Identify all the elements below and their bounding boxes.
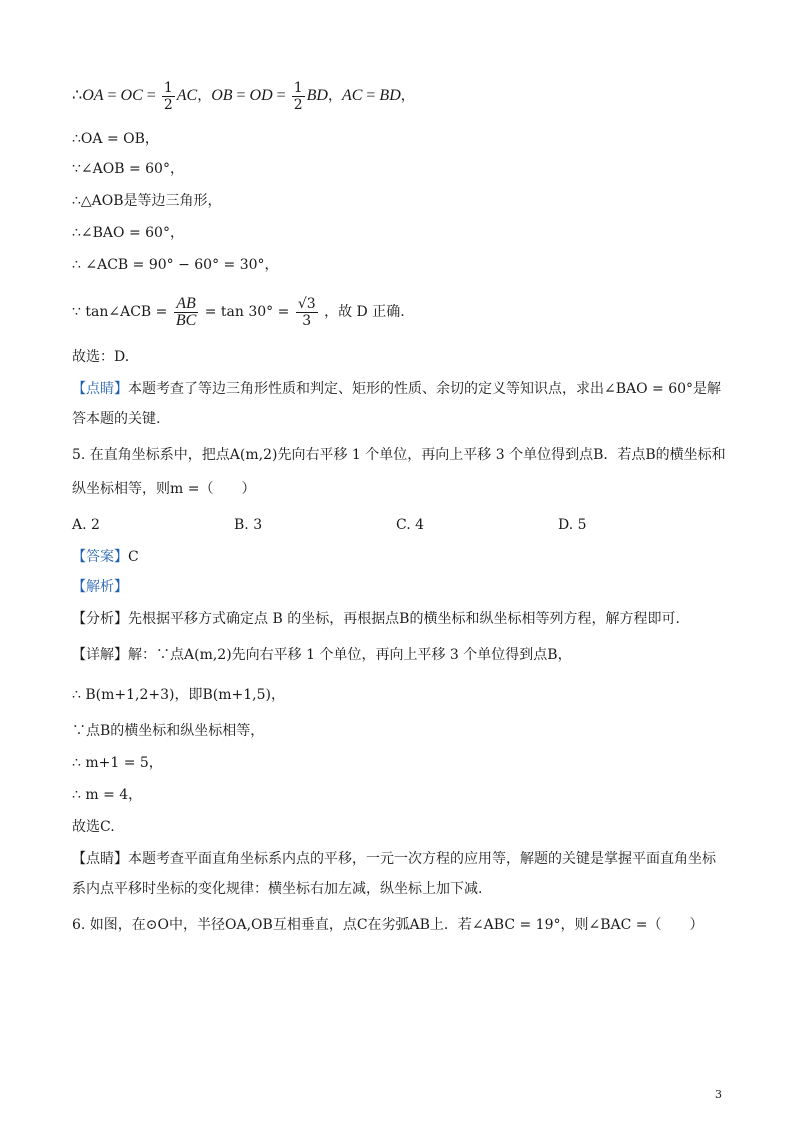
dianjing2-line-2: 系内点平移时坐标的变化规律：横坐标右加左减，纵坐标上加下减. [72, 881, 483, 897]
proof-line-7: ∵ tan∠ACB = $\frac{AB}{BC}$ = tan 30° = $\frac{√3}{3}$ ，故 D 正确. [72, 294, 405, 329]
dianjing-line-2: 答本题的关键. [72, 411, 161, 427]
solution-step-2: ∵点B的横坐标和纵坐标相等， [72, 723, 265, 739]
dianjing2-line-1: 【点睛】本题考查平面直角坐标系内点的平移，一元一次方程的应用等，解题的关键是掌握平面直角坐标 [72, 851, 716, 867]
fenxi-tag: 【分析】 [72, 611, 128, 627]
option-b: B. 3 [234, 517, 263, 533]
option-c: C. 4 [396, 517, 425, 533]
answer-tag: 【答案】 [72, 549, 128, 565]
dianjing2-tag: 【点睛】 [72, 851, 128, 867]
page-number: 3 [715, 1088, 722, 1101]
conclusion-line: 故选：D. [72, 349, 130, 365]
dianjing-line-1: 【点睛】本题考查了等边三角形性质和判定、矩形的性质、余切的定义等知识点，求出∠BAO = 60°是解 [72, 381, 722, 397]
proof-line-6: ∴ ∠ACB = 90° − 60° = 30°， [72, 257, 279, 273]
fraction-sqrt3-3: $\frac{√3}{3}$ [297, 295, 316, 329]
question-5-line-1: 5. 在直角坐标系中，把点A(m,2)先向右平移 1 个单位，再向上平移 3 个单位得到点B．若点B的横坐标和 [72, 447, 726, 463]
fraction-half-2: $\frac{1}{2}$ [293, 79, 303, 113]
dianjing-tag: 【点睛】 [72, 381, 128, 397]
solution-step-5: 故选C. [72, 819, 115, 835]
option-a: A. 2 [72, 517, 100, 533]
proof-line-3: ∵∠AOB = 60°， [72, 161, 184, 177]
solution-step-4: ∴ m = 4， [72, 787, 143, 803]
fraction-ab-bc: $\frac{AB}{BC}$ [175, 294, 197, 329]
solution-step-1: ∴ B(m+1,2+3)，即B(m+1,5)， [72, 687, 285, 703]
answer-line [72, 546, 732, 568]
xiangjie-line: 【详解】解：∵点A(m,2)先向右平移 1 个单位，再向上平移 3 个单位得到点B， [72, 647, 572, 663]
option-d: D. 5 [558, 517, 587, 533]
question-5-line-2: 纵坐标相等，则m =（ ） [72, 481, 256, 497]
analysis-heading: 【解析】 [72, 579, 128, 595]
proof-line-4: ∴△AOB是等边三角形， [72, 193, 222, 209]
fraction-half-1: $\frac{1}{2}$ [163, 79, 173, 113]
proof-line-2: ∴OA = OB， [72, 131, 159, 147]
xiangjie-tag: 【详解】 [72, 647, 128, 663]
solution-step-3: ∴ m+1 = 5， [72, 755, 163, 771]
proof-line-5: ∴∠BAO = 60°， [72, 225, 184, 241]
fenxi-line: 【分析】先根据平移方式确定点 B 的坐标，再根据点B的横坐标和纵坐标相等列方程，解方程即可. [72, 611, 680, 627]
proof-line-1: ∴OA = OC = $\frac{1}{2}$ AC，OB = OD = $\frac{1}{2}$ BD，AC = BD， [72, 79, 415, 113]
question-6: 6. 如图，在⊙O中，半径OA,OB互相垂直，点C在劣弧AB上．若∠ABC = 19°，则∠BAC =（ ） [72, 917, 704, 933]
answer-value: C [128, 549, 139, 565]
question-5-options [72, 514, 732, 536]
